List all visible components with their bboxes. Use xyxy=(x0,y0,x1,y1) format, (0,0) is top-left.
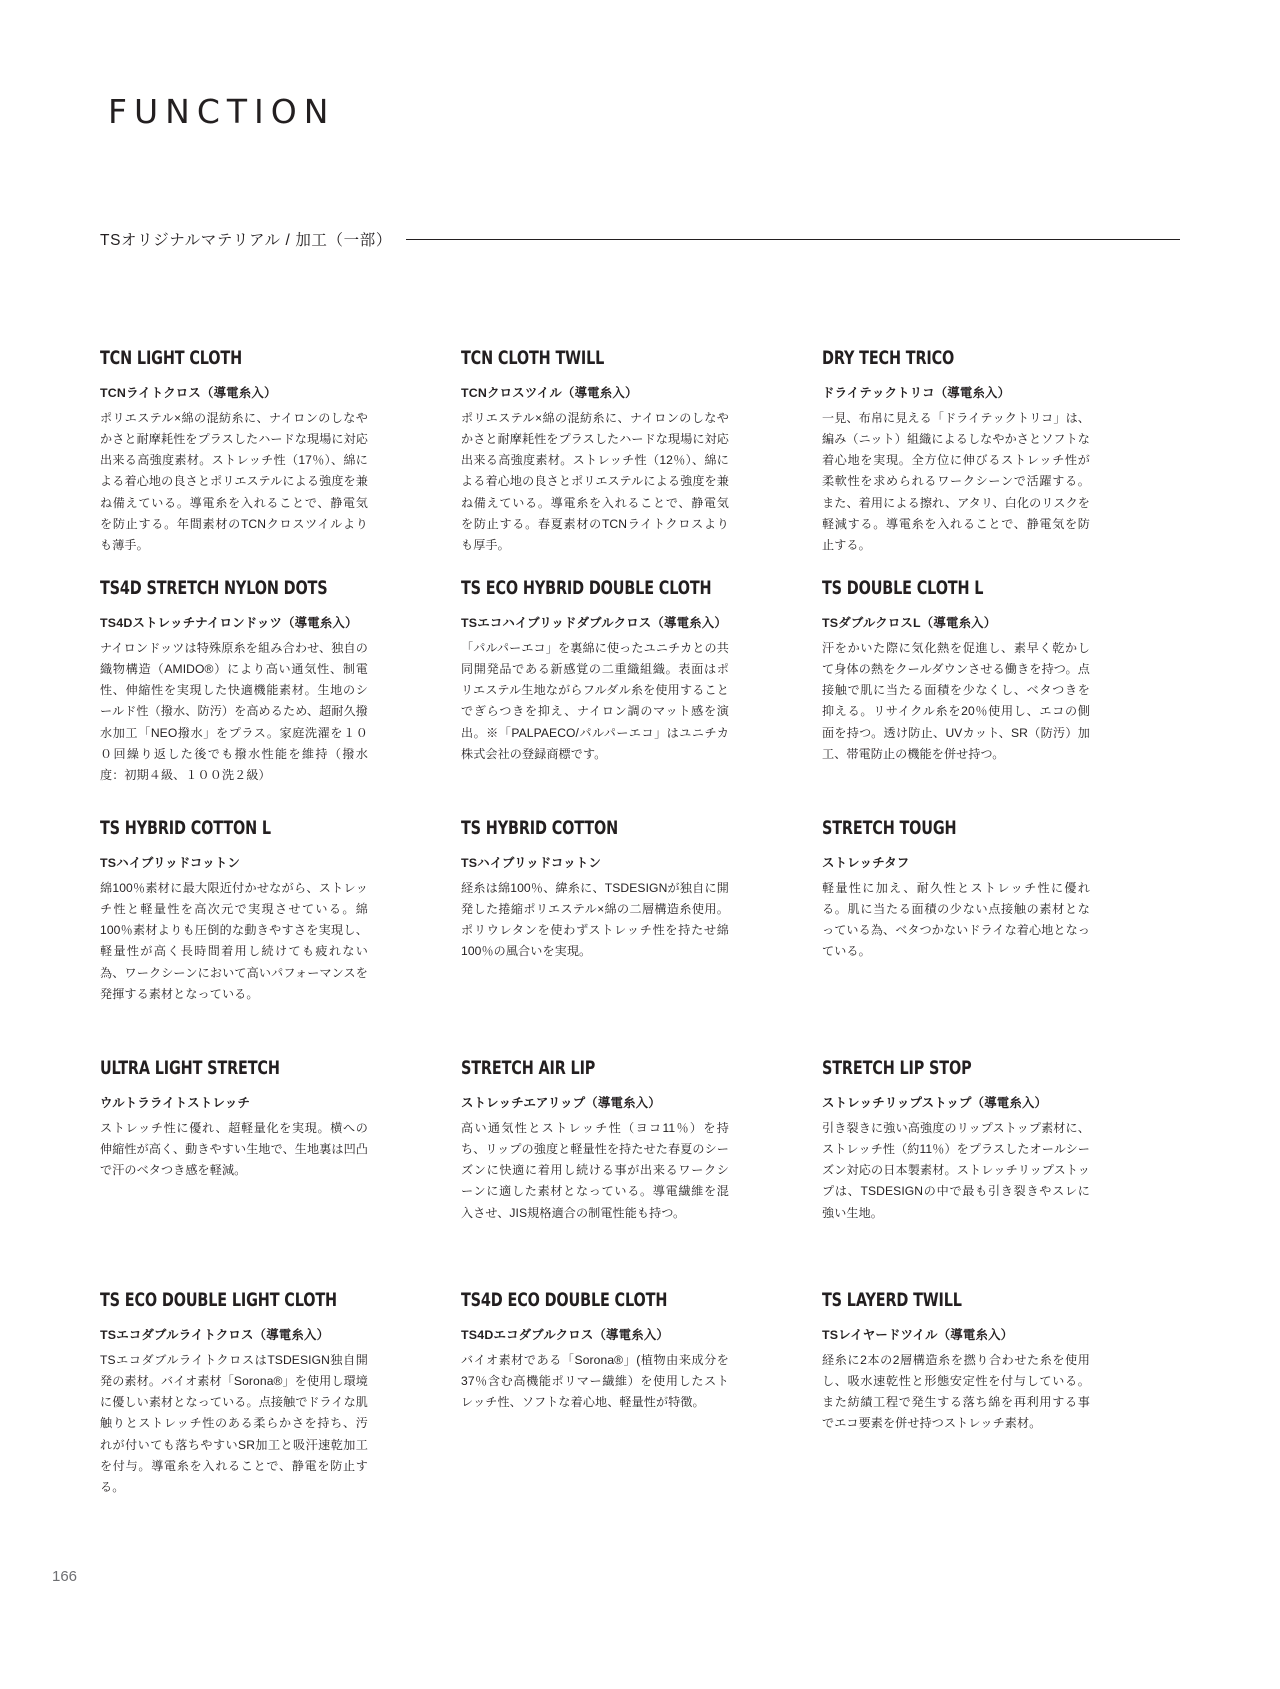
material-description: 引き裂きに強い高強度のリップストップ素材に、ストレッチ性（約11％）をプラスしたオールシーズン対応の日本製素材。ストレッチリップストップは、TSDESIGNの中で最も引き裂きやスレに強い生地。 xyxy=(822,1121,1090,1220)
material-title: TS LAYERD TWILL xyxy=(822,1290,962,1311)
material-card xyxy=(100,578,368,818)
material-card xyxy=(822,818,1090,1058)
material-subtitle: TSエコハイブリッドダブルクロス（導電糸入） xyxy=(461,616,727,630)
material-card xyxy=(822,1290,1090,1498)
material-title: TS HYBRID COTTON L xyxy=(100,818,271,839)
material-description: 高い通気性とストレッチ性（ヨコ11％）を持ち、リップの強度と軽量性を持たせた春夏のシーズンに快適に着用し続ける事が出来るワークシーンに適した素材となっている。導電繊維を混入させ、JIS規格適合の制電性能も持つ。 xyxy=(461,1121,729,1220)
material-title: STRETCH AIR LIP xyxy=(461,1058,596,1079)
material-card xyxy=(100,818,368,1058)
section-header xyxy=(100,228,1180,250)
material-description: 汗をかいた際に気化熱を促進し、素早く乾かして身体の熱をクールダウンさせる働きを持つ。点接触で肌に当たる面積を少なくし、ベタつきを抑える。リサイクル糸を20％使用し、エコの側面を持つ。透け防止、UVカット、SR（防汚）加工、帯電防止の機能を併せ持つ。 xyxy=(822,641,1090,761)
material-description: バイオ素材である「Sorona®」(植物由来成分を37％含む高機能ポリマー繊維）を使用したストレッチ性、ソフトな着心地、軽量性が特徴。 xyxy=(461,1353,729,1410)
page-title: FUNCTION xyxy=(108,92,336,131)
material-subtitle: TCNライトクロス（導電糸入） xyxy=(100,386,277,400)
material-description: 一見、布帛に見える「ドライテックトリコ」は、編み（ニット）組織によるしなやかさとソフトな着心地を実現。全方位に伸びるストレッチ性が柔軟性を求められるワークシーンで活躍する。また、着用による擦れ、アタリ、白化のリスクを軽減する。導電糸を入れることで、静電気を防止する。 xyxy=(822,411,1090,552)
material-description: 「パルパーエコ」を裏綿に使ったユニチカとの共同開発品である新感覚の二重織組織。表面はポリエステル生地ながらフルダル糸を使用することでぎらつきを抑え、ナイロン調のマット感を演出。※「PALPAECO/パルパーエコ」はユニチカ株式会社の登録商標です。 xyxy=(461,641,729,761)
material-card xyxy=(100,1058,368,1290)
material-description: ナイロンドッツは特殊原糸を組み合わせ、独自の織物構造（AMIDO®）により高い通気性、制電性、伸縮性を実現した快適機能素材。生地のシールド性（撥水、防汚）を高めるため、超耐久撥水加工「NEO撥水」をプラス。家庭洗濯を１００回繰り返した後でも撥水性能を維持（撥水度：初期４級、１００洗２級） xyxy=(100,641,368,782)
material-title: STRETCH LIP STOP xyxy=(822,1058,972,1079)
material-grid xyxy=(100,348,1185,1498)
material-card xyxy=(822,348,1090,578)
material-subtitle: TS4Dストレッチナイロンドッツ（導電糸入） xyxy=(100,616,358,630)
material-card xyxy=(822,1058,1090,1290)
material-card xyxy=(461,818,729,1058)
material-description: 軽量性に加え、耐久性とストレッチ性に優れる。肌に当たる面積の少ない点接触の素材となっている為、ベタつかないドライな着心地となっている。 xyxy=(822,881,1090,959)
material-subtitle: ストレッチリップストップ（導電糸入） xyxy=(822,1096,1048,1110)
material-subtitle: TCNクロスツイル（導電糸入） xyxy=(461,386,638,400)
material-description: 経糸は綿100％、緯糸に、TSDESIGNが独自に開発した捲縮ポリエステル×綿の二層構造糸使用。ポリウレタンを使わずストレッチ性を持たせ綿100％の風合いを実現。 xyxy=(461,881,729,959)
material-subtitle: TSダブルクロスL（導電糸入） xyxy=(822,616,997,630)
material-subtitle: TS4Dエコダブルクロス（導電糸入） xyxy=(461,1328,669,1342)
material-title: TCN LIGHT CLOTH xyxy=(100,348,243,369)
material-card xyxy=(461,1290,729,1498)
material-subtitle: TSエコダブルライトクロス（導電糸入） xyxy=(100,1328,330,1342)
material-subtitle: ストレッチエアリップ（導電糸入） xyxy=(461,1096,661,1110)
material-description: ポリエステル×綿の混紡糸に、ナイロンのしなやかさと耐摩耗性をプラスしたハードな現場に対応出来る高強度素材。ストレッチ性（17％）、綿による着心地の良さとポリエステルによる強度を兼ね備えている。導電糸を入れることで、静電気を防止する。年間素材のTCNクロスツイルよりも薄手。 xyxy=(100,411,368,552)
material-card xyxy=(100,1290,368,1498)
material-card xyxy=(461,348,729,578)
material-title: TS4D ECO DOUBLE CLOTH xyxy=(461,1290,668,1311)
material-subtitle: TSハイブリッドコットン xyxy=(100,856,241,870)
material-title: TS DOUBLE CLOTH L xyxy=(822,578,984,599)
material-title: DRY TECH TRICO xyxy=(822,348,955,369)
material-description: ストレッチ性に優れ、超軽量化を実現。横への伸縮性が高く、動きやすい生地で、生地裏は凹凸で汗のベタつき感を軽減。 xyxy=(100,1121,368,1178)
material-description: TSエコダブルライトクロスはTSDESIGN独自開発の素材。バイオ素材「Sorona®」を使用し環境に優しい素材となっている。点接触でドライな肌触りとストレッチ性のある柔らかさを持ち、汚れが付いても落ちやすいSR加工と吸汗速乾加工を付与。導電糸を入れることで、静電を防止する。 xyxy=(100,1353,368,1494)
page-number: 166 xyxy=(52,1568,78,1585)
material-card xyxy=(100,348,368,578)
material-subtitle: ウルトラライトストレッチ xyxy=(100,1096,251,1110)
material-card xyxy=(822,578,1090,818)
material-title: TS ECO HYBRID DOUBLE CLOTH xyxy=(461,578,712,599)
material-subtitle: TSハイブリッドコットン xyxy=(461,856,602,870)
material-card xyxy=(461,578,729,818)
material-card xyxy=(461,1058,729,1290)
material-title: TS HYBRID COTTON xyxy=(461,818,618,839)
material-title: TCN CLOTH TWILL xyxy=(461,348,605,369)
material-title: STRETCH TOUGH xyxy=(822,818,957,839)
material-description: 経糸に2本の2層構造糸を撚り合わせた糸を使用し、吸水速乾性と形態安定性を付与している。また紡績工程で発生する落ち綿を再利用する事でエコ要素を併せ持つストレッチ素材。 xyxy=(822,1353,1090,1431)
section-header-label: TSオリジナルマテリアル / 加工（一部） xyxy=(100,232,392,249)
material-description: 綿100％素材に最大限近付かせながら、ストレッチ性と軽量性を高次元で実現させている。綿100％素材よりも圧倒的な動きやすさを実現し、軽量性が高く長時間着用し続けても疲れない為、ワークシーンにおいて高いパフォーマンスを発揮する素材となっている。 xyxy=(100,881,368,1001)
material-title: TS4D STRETCH NYLON DOTS xyxy=(100,578,328,599)
material-description: ポリエステル×綿の混紡糸に、ナイロンのしなやかさと耐摩耗性をプラスしたハードな現場に対応出来る高強度素材。ストレッチ性（12％）、綿による着心地の良さとポリエステルによる強度を兼ね備えている。導電糸を入れることで、静電気を防止する。春夏素材のTCNライトクロスよりも厚手。 xyxy=(461,411,729,552)
material-subtitle: ドライテックトリコ（導電糸入） xyxy=(822,386,1011,400)
section-header-rule xyxy=(406,239,1180,240)
material-title: ULTRA LIGHT STRETCH xyxy=(100,1058,280,1079)
material-subtitle: ストレッチタフ xyxy=(822,856,910,870)
material-subtitle: TSレイヤードツイル（導電糸入） xyxy=(822,1328,1014,1342)
material-title: TS ECO DOUBLE LIGHT CLOTH xyxy=(100,1290,337,1311)
